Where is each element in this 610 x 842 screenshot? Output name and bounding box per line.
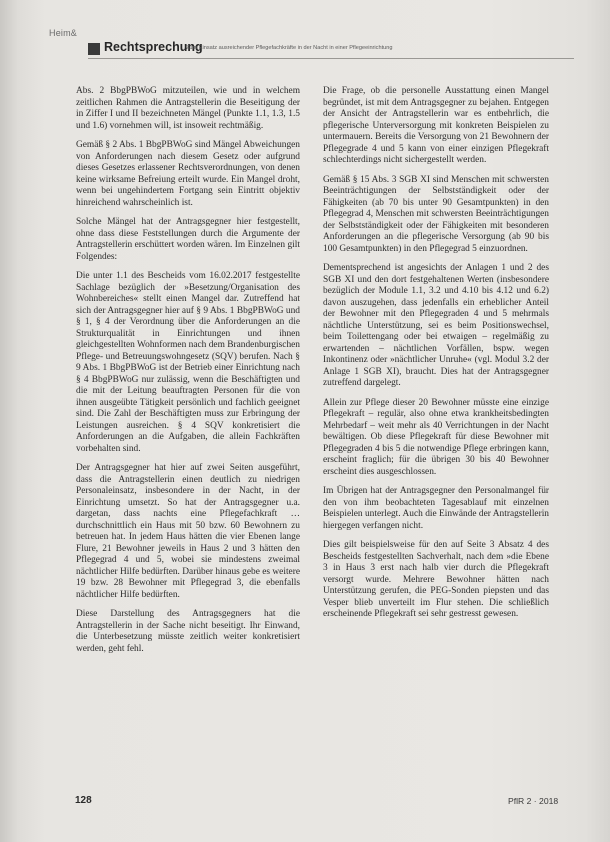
paragraph: Diese Darstellung des Antragsgegners hat die Antragstellerin in der Sache nicht beseitigt. Ihr Einwand, die Unterbesetzung müsste zeitlich weiter konkretisiert werden, geht fehl.: [76, 609, 300, 654]
journal-issue: PflR 2 · 2018: [508, 796, 559, 806]
text-column-left: [76, 86, 300, 663]
text-column-right: [323, 86, 549, 629]
section-subtitle: Zum Einsatz ausreichender Pflegefachkräfte in der Nacht in einer Pflegeeinrichtung: [186, 45, 393, 51]
paragraph: Gemäß § 2 Abs. 1 BbgPBWoG sind Mängel Abweichungen von Anforderungen nach diesem Gesetz oder aufgrund dieses Gesetzes erlassener Rechtsverordnungen, von denen keine wirksame Befreiung erteilt wurde. Ein Mangel droht, wenn bei ungehindertem Fortgang sein Eintritt objektiv hinreichend wahrscheinlich ist.: [76, 140, 300, 208]
section-title: Rechtsprechung: [104, 40, 203, 54]
paragraph: Die unter 1.1 des Bescheids vom 16.02.2017 festgestellte Sachlage bezüglich der »Besetzung/Organisation des Wohnbereiches« stellt einen Mangel dar. Zutreffend hat sich der Antragsgegner hier auf § 9 Abs. 1 BbgPBWoG und § 1, § 4 der Verordnung über die Anforderungen an die Strukturqualität in Einrichtungen und ihnen gleichgestellten Wohnformen nach dem Brandenburgischen Pflege- und Betreuungswohngesetz (SQV) berufen. Nach § 9 Abs. 1 BbgPBWoG ist der Betrieb einer Einrichtung nach § 4 BbgPBWoG nur zulässig, wenn die Beschäftigten und die mit der Leitung beauftragten Personen für die von ihnen ausgeübte Tätigkeit persönlich und fachlich geeignet sind. Die Zahl der Beschäftigten muss zur Erbringung der Leistungen ausreichen. § 4 SQV konkretisiert die Anforderungen an die Aufgaben, die allein Fachkräften vorbehalten sind.: [76, 271, 300, 454]
paragraph: Abs. 2 BbgPBWoG mitzuteilen, wie und in welchem zeitlichen Rahmen die Antragstellerin die Beseitigung der in Ziffer I und II bezeichneten Mängel (Punkte 1.1, 1.3, 1.5 und 1.6) vornehmen will, ist insoweit rechtmäßig.: [76, 86, 300, 131]
paragraph: Dies gilt beispielsweise für den auf Seite 3 Absatz 4 des Bescheids festgestellten Sachverhalt, nach dem »die Ebene 3 in Haus 3 erst nach halb vier durch die Pflegekraft versorgt wurde. Mehrere Bewohner hätten nach Unterstützung gerufen, die PEG-Sonden piepsten und das Vesper blieb unverteilt im Flur stehen. Die schließlich erscheinende Pflegekraft sei sehr gestresst gewesen.: [323, 540, 549, 619]
paragraph: Allein zur Pflege dieser 20 Bewohner müsste eine einzige Pflegekraft – regulär, also ohne etwa krankheitsbedingten Mehrbedarf – weit mehr als 40 Verrichtungen in der Nacht bewältigen. Ob diese Pflegekraft für diese Bewohner mit Pflegegraden 4 bis 5 die notwendige Pflege erbringen kann, erscheint fraglich; für die übrigen 30 bis 40 Bewohner erscheint dies ausgeschlossen.: [323, 397, 549, 477]
section-marker-square: [88, 43, 100, 55]
paragraph: Dementsprechend ist angesichts der Anlagen 1 und 2 des SGB XI und den dort festgehaltenen Werten (insbesondere bezüglich der Module 1.1, 3.2 und 4.10 bis 4.12 und 6.2) davon auszugehen, dass jedenfalls ein erheblicher Anteil der Bewohner mit den Pflegegraden 4 und 5 mehrmals nächtliche Unterstützung, sei es beim Positionswechsel, beim Toilettengang oder bei etwaigen – regelmäßig zu erwartenden – nächtlichen Vorfällen, bspw. wegen Inkontinenz oder »nächtlicher Unruhe« (vgl. Modul 3.2 der Anlage 1 SGB XI), braucht. Dies hat der Antragsgegner zutreffend dargelegt.: [323, 263, 549, 388]
paragraph: Im Übrigen hat der Antragsgegner den Personalmangel für den von ihm beobachteten Tagesablauf mit einzelnen Beispielen unterlegt. Auch die Einwände der Antragstellerin hiergegen verfangen nicht.: [323, 486, 549, 531]
paragraph: Der Antragsgegner hat hier auf zwei Seiten ausgeführt, dass die Antragstellerin einen deutlich zu niedrigen Personaleinsatz, insbesondere in der Nacht, in der Einrichtung umsetzt. So hat der Antragsgegner u.a. dargetan, dass nachts eine Pflegefachkraft … durchschnittlich ein Haus mit 50 bzw. 60 Bewohnern zu betreuen hat. In jedem Haus hätten die vier Ebenen lange Flure, 21 Bewohner jeweils in Haus 2 und 3 hätten den Pflegegrad 4 und 5, wobei sie mindestens zweimal nächtlicher Hilfe bedürften. Darüber hinaus gebe es weitere 19 bzw. 28 Bewohner mit Pflegegrad 3, die ebenfalls nächtlicher Hilfe bedürften.: [76, 463, 300, 600]
running-head: Heim&: [49, 28, 78, 38]
page-number: 128: [75, 795, 92, 806]
paragraph: Solche Mängel hat der Antragsgegner hier festgestellt, ohne dass diese Feststellungen durch die Argumente der Antragstellerin erschüttert worden wären. Im Einzelnen gilt Folgendes:: [76, 217, 300, 262]
paragraph: Gemäß § 15 Abs. 3 SGB XI sind Menschen mit schwersten Beeinträchtigungen der Selbstständigkeit oder der Fähigkeiten (ab 70 bis unter 90 Gesamtpunkten) in den Pflegegrad 4, Menschen mit schwersten Beeinträchtigungen der Selbstständigkeit oder der Fähigkeiten mit besonderen Anforderungen an die pflegerische Versorgung (ab 90 bis 100 Gesamtpunkten) in den Pflegegrad 5 einzuordnen.: [323, 174, 549, 254]
paragraph: Die Frage, ob die personelle Ausstattung einen Mangel begründet, ist mit dem Antragsgegner zu bejahen. Entgegen der Ansicht der Antragstellerin war es entbehrlich, die pflegerische Unterversorgung mit konkreten Beispielen zu untermauern. Bereits die Versorgung von 21 Bewohnern der Pflegegrade 4 und 5 kann von einer einzigen Pflegekraft schlechterdings nicht sichergestellt werden.: [323, 86, 549, 165]
header-rule: [88, 58, 574, 59]
